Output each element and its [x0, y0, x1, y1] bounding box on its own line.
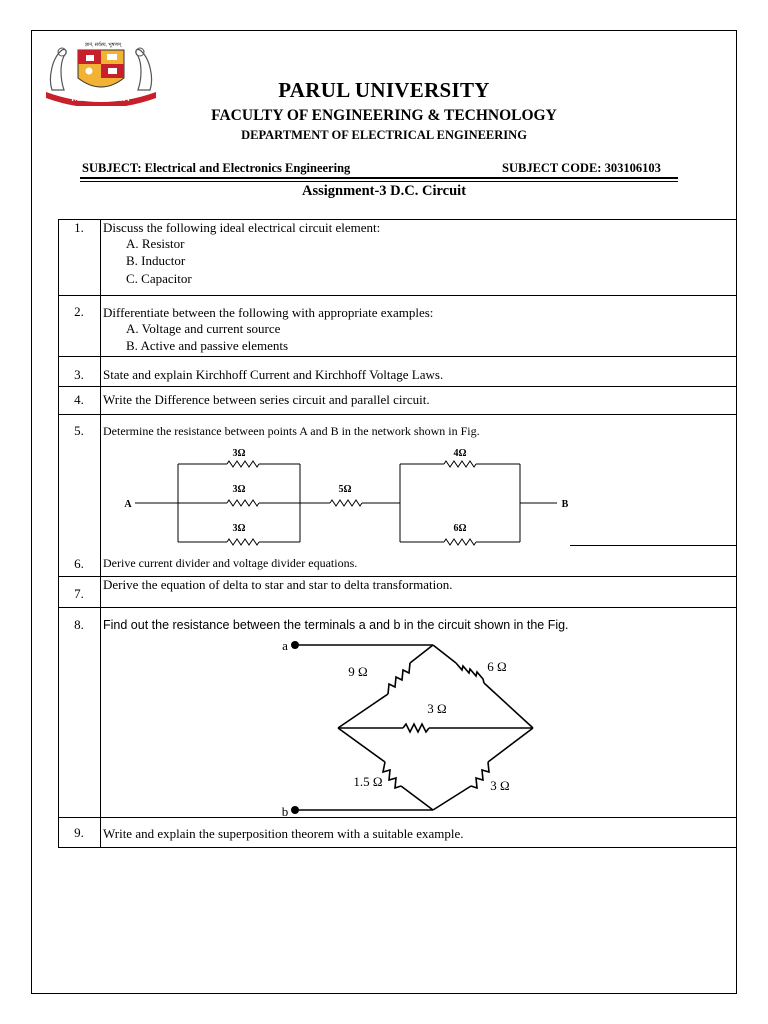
- question-number: 1.: [74, 220, 84, 235]
- question-text: Write the Difference between series circuit and parallel circuit.: [103, 392, 430, 407]
- circuit1-resistor-label: 3Ω: [232, 484, 246, 495]
- question-number: 4.: [74, 392, 84, 407]
- department-name: DEPARTMENT OF ELECTRICAL ENGINEERING: [241, 128, 527, 142]
- question-number: 3.: [74, 367, 84, 382]
- logo-banner-text: PARUL UNIVERSITY: [71, 97, 131, 103]
- question-number: 5.: [74, 423, 84, 438]
- circuit2-resistor-label: 1.5 Ω: [353, 774, 383, 789]
- subject-code: SUBJECT CODE: 303106103: [502, 161, 661, 175]
- assignment-title: Assignment-3 D.C. Circuit: [301, 183, 467, 199]
- circuit1-resistor-label: 3Ω: [232, 448, 246, 459]
- circuit1-resistor-label: 5Ω: [338, 484, 352, 495]
- question-text: Differentiate between the following with appropriate examples:: [103, 305, 434, 320]
- question-text: Determine the resistance between points A and B in the network shown in Fig.: [103, 424, 480, 438]
- question-text: Find out the resistance between the terminals a and b in the circuit shown in the Fig.: [103, 618, 569, 632]
- circuit1-resistor-label: 4Ω: [453, 448, 467, 459]
- faculty-name: FACULTY OF ENGINEERING & TECHNOLOGY: [211, 107, 557, 124]
- subject-name: SUBJECT: Electrical and Electronics Engineering: [82, 161, 351, 175]
- circuit2-resistor-label: 3 Ω: [427, 701, 447, 716]
- question-number: 6.: [74, 556, 84, 571]
- circuit1-terminal-a: A: [124, 499, 132, 510]
- university-name: PARUL UNIVERSITY: [278, 78, 490, 102]
- question-text: Derive the equation of delta to star and star to delta transformation.: [103, 577, 453, 592]
- question-number: 8.: [74, 617, 84, 632]
- question-number: 7.: [74, 586, 84, 601]
- circuit2-resistor-label: 3 Ω: [490, 778, 510, 793]
- question-text: Write and explain the superposition theorem with a suitable example.: [103, 826, 464, 841]
- question-number: 9.: [74, 825, 84, 840]
- circuit2-terminal-b: b: [281, 804, 289, 819]
- question-option: A. Resistor: [126, 236, 185, 251]
- question-text: Discuss the following ideal electrical circuit element:: [103, 220, 381, 235]
- circuit1-resistor-label: 6Ω: [453, 523, 467, 534]
- circuit2-terminal-a: a: [282, 638, 288, 653]
- logo-motto: ज्ञानं, सर्वस्य, भूषणम्: [84, 43, 122, 48]
- question-text: State and explain Kirchhoff Current and Kirchhoff Voltage Laws.: [103, 367, 444, 382]
- question-option: B. Active and passive elements: [126, 338, 289, 353]
- question-option: C. Capacitor: [126, 271, 192, 286]
- circuit2-resistor-label: 9 Ω: [348, 664, 368, 679]
- question-option: A. Voltage and current source: [126, 321, 281, 336]
- circuit2-resistor-label: 6 Ω: [487, 659, 507, 674]
- circuit1-resistor-label: 3Ω: [232, 523, 246, 534]
- question-option: B. Inductor: [126, 253, 186, 268]
- question-text: Derive current divider and voltage divider equations.: [103, 556, 358, 570]
- circuit1-terminal-b: B: [561, 499, 569, 510]
- question-number: 2.: [74, 304, 84, 319]
